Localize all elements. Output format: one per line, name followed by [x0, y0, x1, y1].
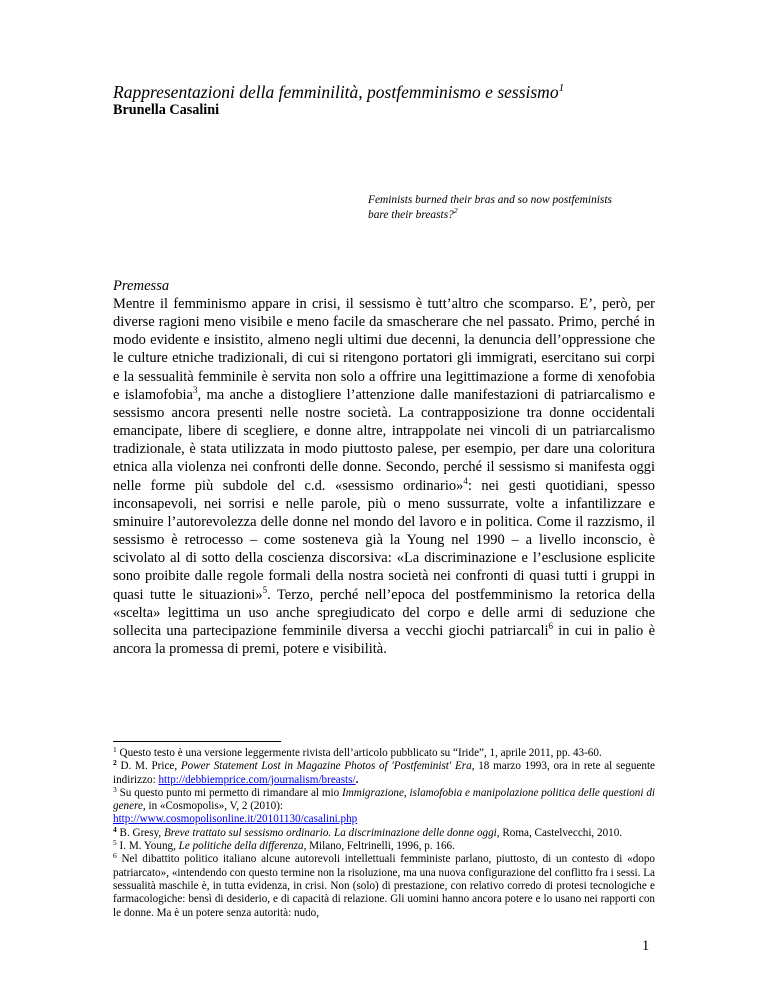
footnotes-section [113, 747, 655, 920]
footnote-text: I. M. Young, [116, 840, 179, 853]
footnote-text: , Roma, Castelvecchi, 2010. [496, 826, 623, 839]
footnote-title: Le politiche della differenza [178, 840, 304, 853]
footnote-title: Immigrazione, islamofobia e manipolazione politica delle questioni di genere [113, 786, 655, 813]
footnote-4 [113, 824, 655, 840]
footnote-text: Nel dibattito politico italiano alcune autorevoli intellettuali femministe parlano, piuttosto, di un contesto di «dopo patriarcato», «intendendo con questo termine non la risoluzione, ma una nuova configurazione del conflitto fra i sessi. La sessualità maschile è, in tutta evidenza, in crisi. Non (solo) di prestazione, con relativo corredo di protesi tecnologiche e farmacologiche: bensì di desiderio, e di capacità di relazione. Gli uomini hanno ancora potere e lo usano nei rapporti con le donne. Ma è un potere senza autorità: nudo, [113, 853, 655, 919]
body-text-part: Mentre il femminismo appare in crisi, il sessismo è tutt’altro che scomparso. E’, però, per diverse ragioni meno visibile e meno facile da smascherare che nel passato. Primo, perché in modo evidente e insistito, almeno negli ultimi due decenni, la denuncia dell’oppressione che le culture etniche tradizionali, di cui si ritengono portatori gli immigrati, esercitano sui corpi e la sessualità femminile è servita non solo a offrire una legittimazione a forme di xenofobia e islamofobia [113, 296, 655, 403]
footnote-text: B. Gresy, [116, 826, 164, 839]
footnote-number: 6 [113, 851, 117, 861]
footnote-ref-6[interactable]: 6 [548, 620, 553, 631]
footnote-text: D. M. Price, [116, 760, 181, 773]
footnote-2 [113, 760, 655, 787]
footnote-ref-3[interactable]: 3 [192, 384, 198, 395]
footnote-number: 4 [113, 824, 117, 834]
footnote-6 [113, 853, 655, 919]
footnote-title: Breve trattato sul sessismo ordinario. La discriminazione delle donne oggi [164, 826, 497, 839]
body-paragraph [113, 295, 655, 658]
footnote-number: 2 [113, 758, 117, 768]
footnote-text: Su questo punto mi permetto di rimandare al mio [116, 786, 343, 799]
footnote-ref-5[interactable]: 5 [262, 584, 268, 595]
page-number: 1 [642, 938, 650, 954]
footnote-separator [113, 741, 281, 742]
body-text-part: , ma anche a distogliere l’attenzione dalle manifestazioni di patriarcalismo e sessismo ancora presenti nelle nostre società. La contrapposizione tra donne occidentali emancipate, libere di scegliere, e donne altre, intrappolate nei vincoli di un patriarcalismo tradizionale, è stata utilizzata in modo piuttosto palese, per esempio, per dare una coloritura etnica alla violenza nei confronti delle donne. Secondo, perché il sessismo si manifesta oggi nelle forme più subdole del c.d. «sessismo ordinario» [113, 386, 655, 494]
epigraph-footnote-ref[interactable]: 2 [453, 206, 458, 215]
article-title [113, 82, 673, 102]
footnote-number: 3 [113, 784, 117, 794]
title-text: Rappresentazioni della femminilità, postfemminismo e sessismo [113, 82, 559, 102]
title-footnote-ref[interactable]: 1 [558, 82, 565, 94]
body-text-part: : nei gesti quotidiani, spesso inconsapevoli, nei sorrisi e nelle parole, più o meno sussurrate, volte a infantilizzare e sminuire l’autorevolezza delle donne nel mondo del lavoro e in politica. Come il razzismo, il sessismo è retrocesso – come sosteneva già la Young nel 1990 – a livello inconscio, è scivolato al di sotto della coscienza discorsiva: «La discriminazione e l’esclusione esplicite sono proibite dalle regole formali della nostra società nei confronti di quasi tutti i gruppi in quasi tutte le situazioni» [113, 477, 656, 603]
footnote-text: . [355, 773, 359, 786]
section-heading: Premessa [113, 278, 170, 294]
footnote-ref-4[interactable]: 4 [463, 475, 468, 486]
author-name: Brunella Casalini [113, 102, 220, 118]
footnote-link[interactable]: http://debbiemprice.com/journalism/breasts/ [158, 773, 356, 786]
footnote-3 [113, 784, 655, 827]
footnote-text: , Milano, Feltrinelli, 1996, p. 166. [303, 840, 455, 853]
footnote-title: Power Statement Lost in Magazine Photos of 'Postfeminist' Era, [180, 760, 475, 773]
footnote-text: Questo testo è una versione leggermente rivista dell’articolo pubblicato su “Iride”, 1, aprile 2011, pp. 43-60. [116, 747, 602, 759]
body-text-part: in cui in palio è ancora la promessa di premi, potere e visibilità. [113, 622, 655, 657]
epigraph [368, 193, 678, 223]
footnote-text: , in «Cosmopolis», V, 2 (2010): [142, 800, 284, 813]
epigraph-line-2: bare their breasts? [368, 209, 454, 221]
epigraph-line-1: Feminists burned their bras and so now postfeminists [368, 194, 612, 206]
footnote-text: 18 marzo 1993, ora in rete al seguente indirizzo: [113, 760, 655, 786]
footnote-number: 5 [113, 838, 117, 848]
footnote-1 [113, 747, 655, 760]
body-text-part: . Terzo, perché nell’epoca del postfemminismo la retorica della «scelta» legittima un uso anche spregiudicato del corpo e delle armi di seduzione che sollecita una partecipazione femminile diversa a vecchi giochi patriarcali [113, 586, 655, 639]
footnote-number: 1 [113, 745, 117, 754]
footnote-5 [113, 840, 655, 853]
footnote-link[interactable]: http://www.cosmopolisonline.it/20101130/casalini.php [113, 813, 358, 826]
